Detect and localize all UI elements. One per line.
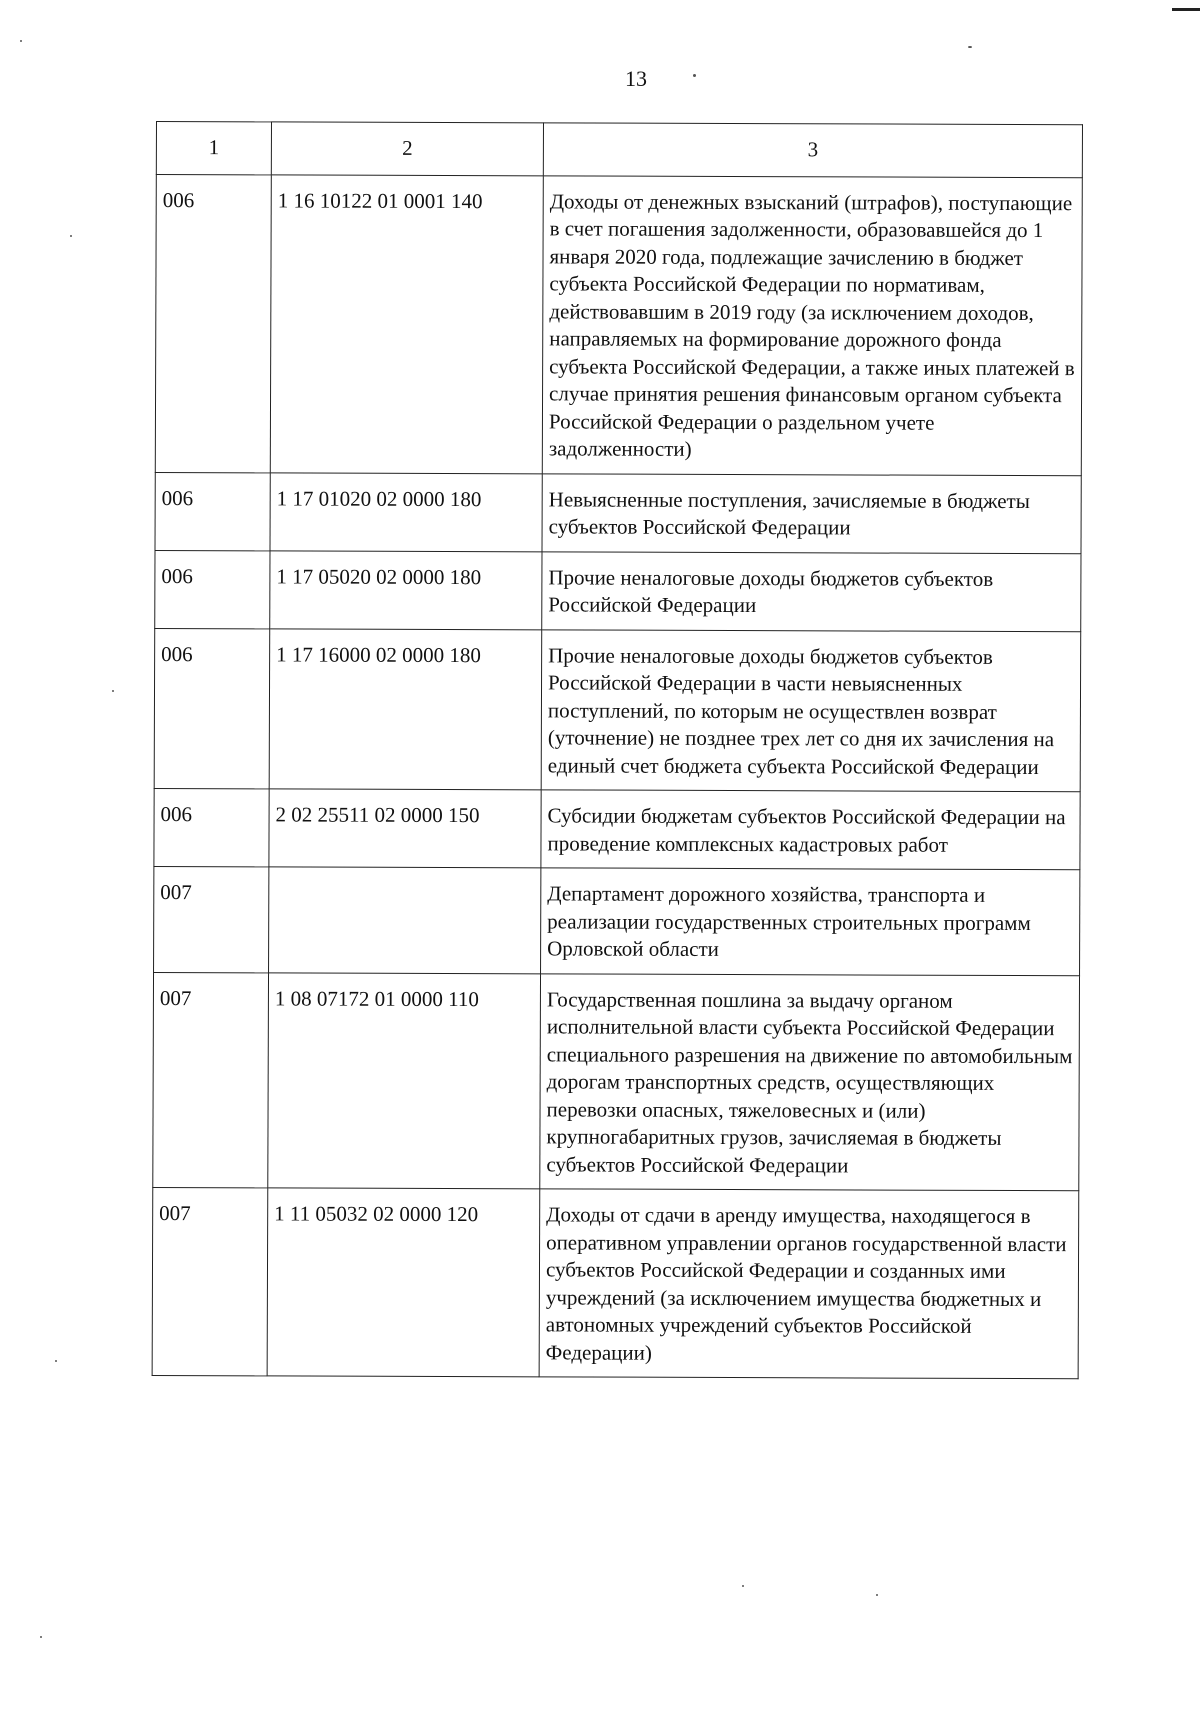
income-code-cell	[269, 867, 541, 973]
table-row	[154, 628, 1081, 792]
table-row	[154, 788, 1080, 869]
column-header-1: 1	[156, 122, 271, 175]
income-code-cell: 1 17 01020 02 0000 180	[270, 472, 542, 551]
admin-code-cell: 006	[154, 628, 270, 789]
column-header-2: 2	[271, 122, 543, 175]
scan-speck	[742, 1585, 744, 1587]
scan-speck	[968, 46, 972, 48]
description-cell: Прочие неналоговые доходы бюджетов субъектов Российской Федерации в части невыясненных поступлений, по которым не осуществлен возврат (уточнение) не позднее трех лет со дня их зачисления на единый счет бюджета субъекта Российской Федерации	[541, 629, 1081, 791]
description-cell: Доходы от сдачи в аренду имущества, находящегося в оперативном управлении органов государственной власти субъектов Российской Федерации и созданных ими учреждений (за исключением имущества бюджетных и автономных учреждений субъектов Российской Федерации)	[539, 1189, 1079, 1379]
description-cell: Доходы от денежных взысканий (штрафов), поступающие в счет погашения задолженности, образовавшейся до 1 января 2020 года, подлежащие зачислению в бюджет субъекта Российской Федерации по нормативам, действовавшим в 2019 году (за исключением доходов, направляемых на формирование дорожного фонда субъекта Российской Федерации, а также иных платежей в случае принятия решения финансовым органом субъекта Российской Федерации о раздельном учете задолженности)	[542, 175, 1082, 475]
table-row	[155, 472, 1081, 553]
description-cell: Прочие неналоговые доходы бюджетов субъектов Российской Федерации	[542, 551, 1081, 631]
income-code-cell: 1 16 10122 01 0001 140	[270, 174, 543, 473]
page-number: 13	[625, 66, 647, 91]
scan-speck	[693, 74, 696, 77]
scan-speck	[876, 1594, 878, 1596]
description-cell: Государственная пошлина за выдачу органом исполнительной власти субъекта Российской Федерации специального разрешения на движение по автомобильным дорогам транспортных средств, осуществляющих перевозки опасных, тяжеловесных и (или) крупногабаритных грузов, зачисляемая в бюджеты субъектов Российской Федерации	[540, 973, 1080, 1190]
table-row	[155, 550, 1081, 631]
income-code-cell: 1 17 16000 02 0000 180	[269, 628, 542, 789]
scan-speck	[70, 235, 72, 237]
admin-code-cell: 006	[155, 174, 271, 472]
admin-code-cell: 007	[153, 972, 269, 1188]
income-code-cell: 1 08 07172 01 0000 110	[268, 972, 541, 1188]
table-header-row	[156, 122, 1082, 178]
admin-code-cell: 007	[154, 866, 269, 972]
income-codes-table	[152, 121, 1083, 1379]
table-row	[153, 972, 1080, 1191]
description-cell: Департамент дорожного хозяйства, транспорта и реализации государственных строительных программ Орловской области	[541, 868, 1080, 975]
description-cell: Субсидии бюджетам субъектов Российской Федерации на проведение комплексных кадастровых работ	[541, 790, 1080, 870]
description-cell: Невыясненные поступления, зачисляемые в бюджеты субъектов Российской Федерации	[542, 473, 1081, 553]
column-header-3: 3	[543, 123, 1082, 177]
income-code-cell: 1 17 05020 02 0000 180	[270, 550, 542, 629]
scan-speck	[112, 690, 114, 692]
income-code-cell: 2 02 25511 02 0000 150	[269, 789, 541, 868]
income-codes-table-container	[156, 121, 1082, 1376]
table-row	[152, 1187, 1079, 1378]
table-row	[155, 174, 1082, 475]
table-row	[154, 866, 1080, 975]
scan-edge-mark	[1172, 8, 1200, 11]
admin-code-cell: 007	[152, 1187, 268, 1375]
admin-code-cell: 006	[155, 472, 270, 550]
admin-code-cell: 006	[154, 788, 269, 866]
admin-code-cell: 006	[155, 550, 270, 628]
scan-speck	[55, 1360, 57, 1362]
scan-speck	[20, 40, 22, 42]
scan-speck	[40, 1636, 42, 1638]
income-code-cell: 1 11 05032 02 0000 120	[267, 1188, 540, 1377]
